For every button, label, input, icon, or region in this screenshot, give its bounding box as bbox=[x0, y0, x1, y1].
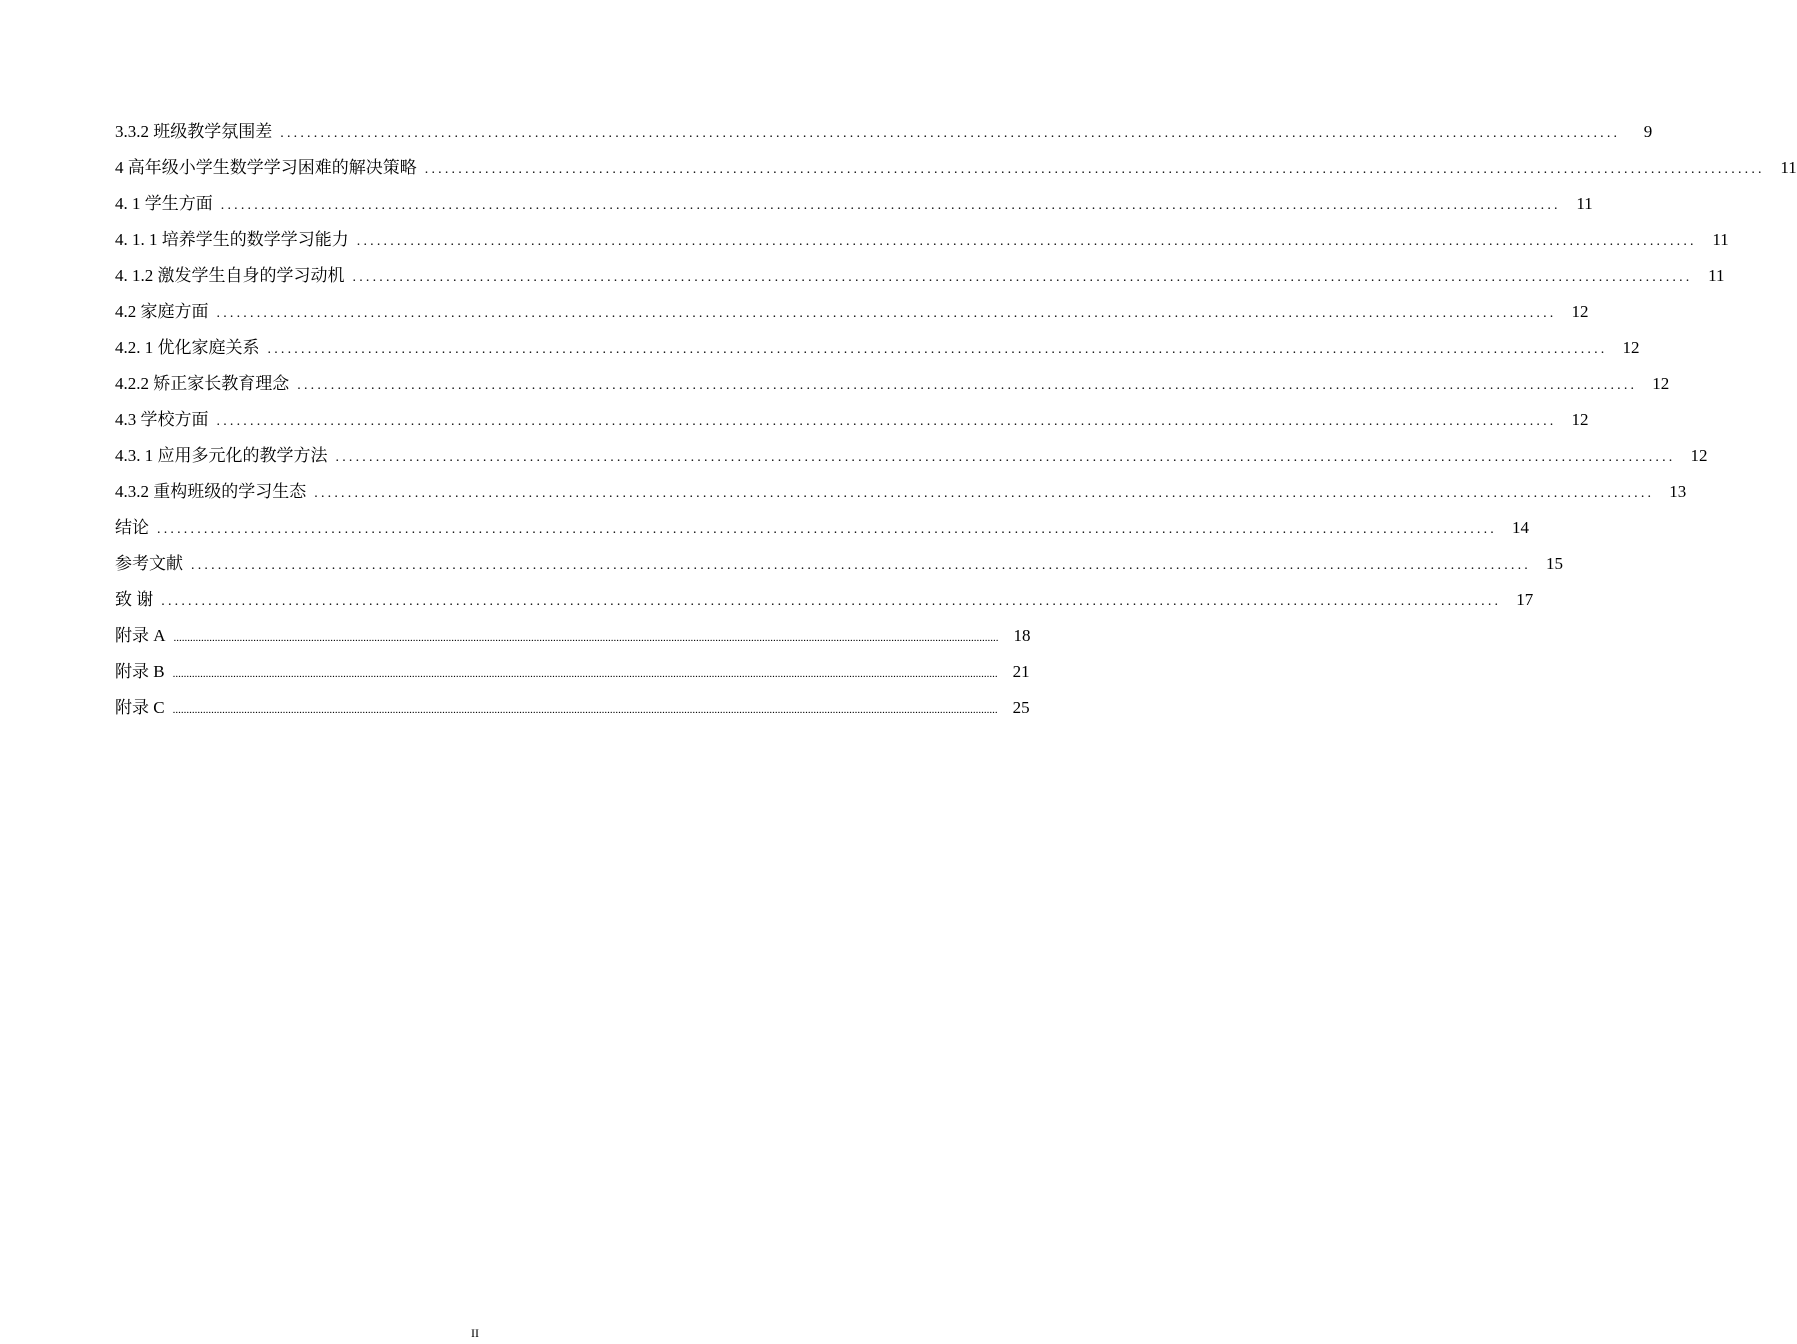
toc-dot-leader: ............................................................................................................................................................................................................................................................................................................ bbox=[173, 632, 999, 644]
toc-dot-leader: ........................................................................................................................................................................................................ bbox=[267, 342, 1608, 357]
toc-entry[interactable] bbox=[115, 150, 1797, 186]
page-number: II bbox=[471, 1326, 479, 1340]
toc-entry-page-number: 21 bbox=[1012, 662, 1030, 681]
toc-dot-leader: ........................................................................................................................................................................................................ bbox=[424, 162, 1765, 177]
toc-dot-leader: ........................................................................................................................................................................................................ bbox=[216, 306, 1557, 321]
toc-entry[interactable] bbox=[115, 438, 1708, 474]
toc-entry-page-number: 15 bbox=[1546, 554, 1563, 573]
toc-entry[interactable] bbox=[115, 294, 1589, 330]
toc-entry-page-number: 11 bbox=[1708, 266, 1725, 285]
toc-entry-page-number: 11 bbox=[1576, 194, 1593, 213]
toc-dot-leader: ........................................................................................................................................................................................................ bbox=[216, 414, 1557, 429]
toc-entry-title: 附录 B bbox=[115, 662, 165, 681]
toc-entry[interactable] bbox=[115, 582, 1534, 618]
toc-entry-page-number: 14 bbox=[1512, 518, 1529, 537]
toc-entry[interactable] bbox=[115, 114, 1653, 150]
toc-entry[interactable] bbox=[115, 474, 1687, 510]
toc-entry-page-number: 12 bbox=[1690, 446, 1708, 465]
toc-entry-page-number: 18 bbox=[1013, 626, 1031, 645]
toc-entry[interactable] bbox=[115, 510, 1529, 546]
toc-entry-page-number: 12 bbox=[1652, 374, 1670, 393]
toc-dot-leader: ........................................................................................................................................................................................................ bbox=[352, 270, 1693, 285]
toc-entry[interactable] bbox=[115, 222, 1729, 258]
toc-entry-title: 4 高年级小学生数学学习困难的解决策略 bbox=[115, 158, 417, 177]
toc-entry-title: 4. 1. 1 培养学生的数学学习能力 bbox=[115, 230, 349, 249]
toc-entry-page-number: 11 bbox=[1712, 230, 1729, 249]
toc-dot-leader: ........................................................................................................................................................................................................ bbox=[335, 450, 1676, 465]
toc-entry[interactable] bbox=[115, 258, 1725, 294]
toc-entry-title: 4.3 学校方面 bbox=[115, 410, 209, 429]
toc-dot-leader: ........................................................................................................................................................................................................ bbox=[314, 486, 1655, 501]
toc-entry-page-number: 12 bbox=[1622, 338, 1640, 357]
toc-entry-title: 附录 A bbox=[115, 626, 166, 645]
toc-entry[interactable] bbox=[115, 618, 1031, 654]
toc-dot-leader: ............................................................................................................................................................................................................................................................................................................ bbox=[172, 704, 998, 716]
toc-dot-leader: ........................................................................................................................................................................................................ bbox=[157, 522, 1497, 537]
toc-entry-title: 4.2 家庭方面 bbox=[115, 302, 209, 321]
toc-entry-title: 附录 C bbox=[115, 698, 165, 717]
toc-entry-page-number: 25 bbox=[1012, 698, 1030, 717]
toc-dot-leader: ........................................................................................................................................................................................................ bbox=[161, 594, 1502, 609]
toc-entry-title: 4. 1 学生方面 bbox=[115, 194, 213, 213]
toc-dot-leader: ........................................................................................................................................................................................................ bbox=[297, 378, 1638, 393]
toc-entry[interactable] bbox=[115, 402, 1589, 438]
toc-entry-title: 参考文献 bbox=[115, 554, 183, 573]
toc-entry-title: 致 谢 bbox=[115, 590, 154, 609]
toc-entry-page-number: 9 bbox=[1643, 122, 1653, 141]
toc-entry-page-number: 11 bbox=[1780, 158, 1797, 177]
toc-entry-page-number: 12 bbox=[1571, 302, 1589, 321]
toc-entry-title: 4.2.2 矫正家长教育理念 bbox=[115, 374, 290, 393]
toc-entry[interactable] bbox=[115, 330, 1640, 366]
toc-dot-leader: ........................................................................................................................................................................................................ bbox=[220, 198, 1561, 213]
toc-entry[interactable] bbox=[115, 186, 1593, 222]
toc-entry-page-number: 13 bbox=[1669, 482, 1687, 501]
table-of-contents bbox=[115, 114, 1797, 726]
toc-dot-leader: ........................................................................................................................................................................................................ bbox=[191, 558, 1531, 573]
toc-entry-title: 4.2. 1 优化家庭关系 bbox=[115, 338, 260, 357]
toc-entry-title: 结论 bbox=[115, 518, 149, 537]
toc-entry-title: 4.3.2 重构班级的学习生态 bbox=[115, 482, 307, 501]
toc-entry[interactable] bbox=[115, 690, 1030, 726]
toc-entry-page-number: 12 bbox=[1571, 410, 1589, 429]
toc-entry-title: 4. 1.2 激发学生自身的学习动机 bbox=[115, 266, 345, 285]
toc-entry-page-number: 17 bbox=[1516, 590, 1534, 609]
toc-entry-title: 4.3. 1 应用多元化的教学方法 bbox=[115, 446, 328, 465]
toc-dot-leader: ............................................................................................................................................................................................................................................................................................................ bbox=[172, 668, 998, 680]
toc-entry[interactable] bbox=[115, 654, 1030, 690]
toc-entry-title: 3.3.2 班级教学氛围差 bbox=[115, 122, 273, 141]
toc-entry[interactable] bbox=[115, 366, 1670, 402]
toc-dot-leader: ........................................................................................................................................................................................................ bbox=[280, 126, 1621, 141]
toc-entry[interactable] bbox=[115, 546, 1563, 582]
toc-dot-leader: ........................................................................................................................................................................................................ bbox=[356, 234, 1697, 249]
